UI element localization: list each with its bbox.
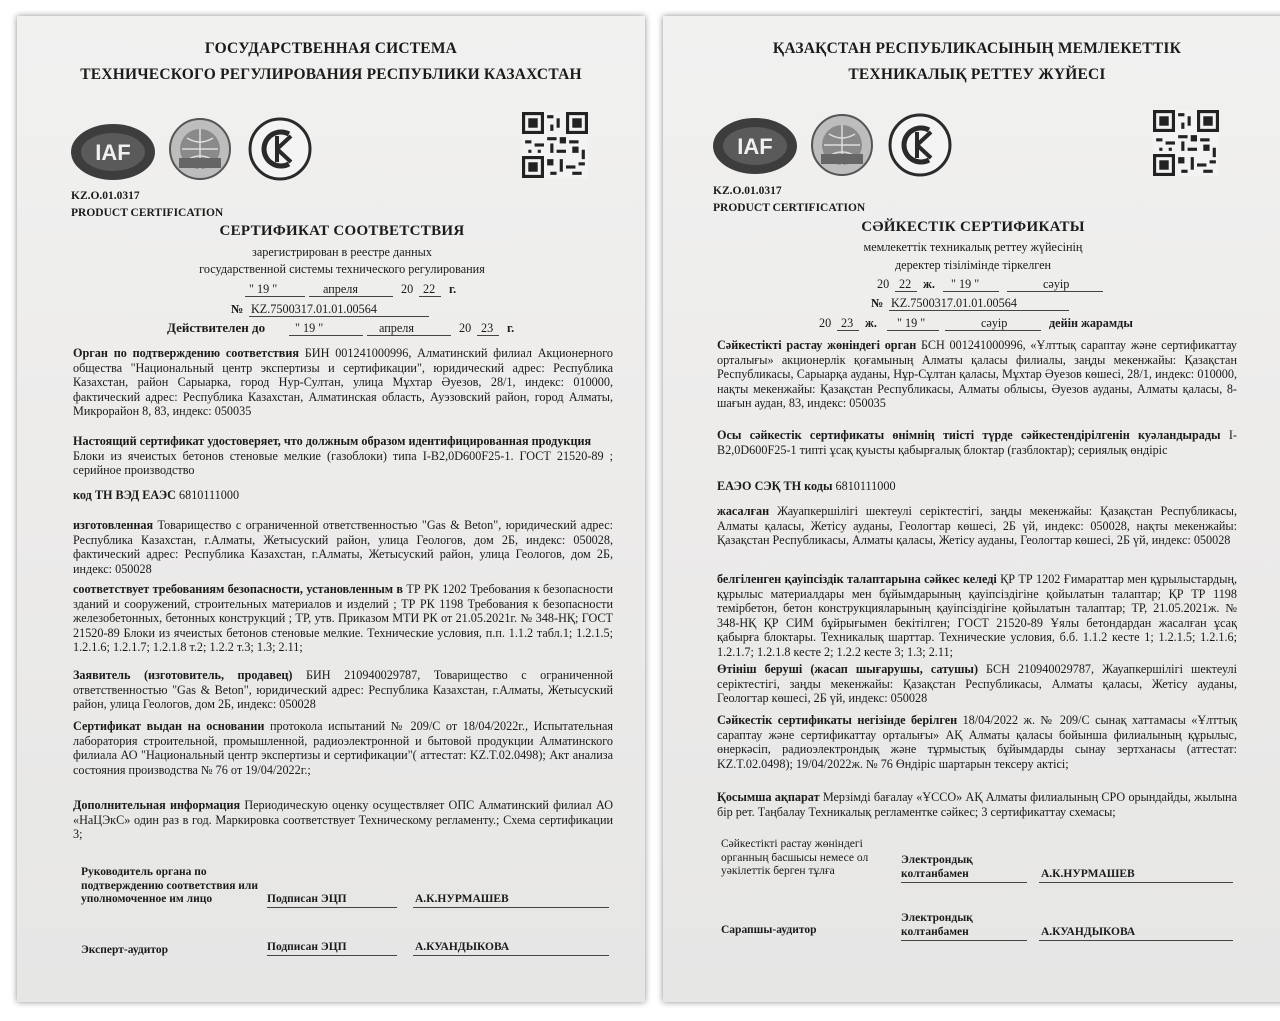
product-label: Настоящий сертификат удостоверяет, что должным образом идентифицированная продукция [73, 434, 592, 448]
requirements-label: белгіленген қауіпсіздік талаптарына сәйкес келеді [717, 572, 997, 586]
reg-day: " 19 " [249, 282, 278, 296]
valid-until-label: дейін жарамды [1049, 316, 1133, 330]
valid-until-label: Действителен до [167, 320, 266, 335]
header-line-2: ТЕХНИЧЕСКОГО РЕГУЛИРОВАНИЯ РЕСПУБЛИКИ КАЗАХСТАН [80, 66, 582, 83]
iaf-logo [69, 122, 157, 182]
tnved-code-section [717, 479, 896, 494]
basis-text: 18/04/2022 ж. № 209/С сынақ хаттамасы «Ұлттық сараптау және сертификаттау орталығы» АҚ Алматы қаласы бойынша филиалының құрылыс, өнеркәсіп, радиоэлектрондық және тұрмыстық бұйымдарды сынау зертханасы (аттестат: KZ.T.02.0498); 19/04/2022ж. № 76 Өндіріс шартарын тексеру актісі; [717, 713, 1237, 771]
head-name: А.К.НУРМАШЕВ [1041, 868, 1135, 880]
additional-info-label: Қосымша ақпарат [717, 790, 820, 804]
manufacturer-label: изготовленная [73, 518, 154, 532]
doc-code: KZ.O.01.0317 [71, 190, 140, 202]
manufacturer-section [73, 518, 613, 576]
globe-emblem-icon [809, 112, 875, 178]
number-sign: № [871, 296, 884, 310]
head-name: А.К.НУРМАШЕВ [415, 893, 509, 905]
iaf-logo-text: IAF [95, 140, 131, 165]
requirements-text: ҚР ТР 1202 Ғимараттар мен құрылыстардың, құрылыс материалдары мен бұйымдарының қауіпсіздігіне қойылатын талаптар; ҚР ТР 1198 темірбетон, бетон конструкцияларының қауіпсіздігіне қойылатын талаптар; ТР, 21.05.2021ж. № 348-НҚ ҚР СИМ бұйрығымен бекітілген; ГОСТ 21520-89 Ұялы бетондардан жасалған ұсақ қабырға блоктары. Техникалық шарттар. Технические условия, б.б. 1.1.2 кесте 1; 1.2.1.5; 1.2.1.6; 1.2.1.7; 1.2.1.8 кесте 2; 1.2.2 кесте 3; 1.3; 2.11; [717, 572, 1238, 659]
certification-body-label: Сәйкестікті растау жөніндегі орган [717, 338, 917, 352]
applicant-text: БСН 210940029787, Жауапкершілігі шектеулі серіктестігі, заңды мекенжайы: Қазақстан Республикасы, Алматы қаласы, Жетісу ауданы, Геологтар көшесі, 2Б үй, индекс: 050028 [717, 662, 1237, 705]
reg-year-prefix: 20 [877, 277, 890, 291]
tnved-value: 6810111000 [179, 488, 240, 502]
tnved-code-section [73, 488, 239, 503]
valid-year-suffix: 23 [481, 321, 494, 335]
certification-body-label: Орган по подтверждению соответствия [73, 346, 299, 360]
registry-line-2: государственной системы технического регулирования [199, 262, 485, 276]
product-section [717, 428, 1237, 457]
expert-signature-method: Подписан ЭЦП [267, 941, 347, 953]
expert-signature-method: Электрондық колтанбамен [901, 912, 973, 938]
expert-name: А.КУАНДЫКОВА [415, 941, 510, 953]
registry-line-2: деректер тізілімінде тіркелген [894, 258, 1052, 272]
globe-emblem-icon [167, 116, 233, 182]
valid-year-prefix: 20 [459, 321, 472, 335]
certificate-title: СЕРТИФИКАТ СООТВЕТСТВИЯ [219, 223, 465, 239]
header-line-1: ГОСУДАРСТВЕННАЯ СИСТЕМА [204, 40, 458, 57]
product-label: Осы сәйкестік сертификаты өнімнің тиісті түрде сәйкестендірілгенін куәландырады [717, 428, 1221, 442]
product-certification-label: PRODUCT CERTIFICATION [71, 207, 224, 219]
basis-section [717, 713, 1237, 771]
product-text: Блоки из ячеистых бетонов стеновые мелкие (газоблоки) типа I-B2,0D600F25-1. ГОСТ 21520-89 ; серийное производство [73, 448, 613, 477]
additional-info-section [73, 798, 613, 842]
qr-code-icon [522, 112, 588, 178]
header-line-1: ҚАЗАҚСТАН РЕСПУБЛИКАСЫНЫҢ МЕМЛЕКЕТТІК [772, 40, 1182, 57]
requirements-section [73, 582, 613, 655]
kz-conformity-mark-icon [247, 116, 313, 182]
expert-name: А.КУАНДЫКОВА [1041, 926, 1136, 938]
valid-month: сәуір [981, 316, 1008, 330]
certification-body-section [73, 346, 613, 419]
applicant-label: Заявитель (изготовитель, продавец) [73, 668, 293, 682]
additional-info-label: Дополнительная информация [73, 798, 241, 812]
reg-year-prefix: 20 [401, 282, 414, 296]
tnved-label: код ТН ВЭД ЕАЭС [73, 488, 176, 502]
product-text: I-B2,0D600F25-1 типті ұсақ қуысты қабырғалық блоктар (газблоктар); сериялық өндіріс [717, 428, 1237, 457]
certification-body-text: БСН 001241000996, «Ұлттық сараптау және сертификаттау орталығы» акционерлік қоғамының Алматы қаласы филиалы, заңды мекенжайы: Қазақстан Республикасы, Сарыарқа ауданы, Нұр-Сұлтан қаласы, Мұхтар Әуезов көшесі, 28/1, индекс: 010000, нақты мекенжайы: Қазақстан Республикасы, Алматы облысы, Әуезов ауданы, Алматы қаласы, 8-шағын аудан, 83, индекс: 050035 [717, 338, 1237, 410]
applicant-section [717, 662, 1237, 706]
valid-day: " 19 " [295, 321, 324, 335]
qr-code-icon [1153, 110, 1219, 176]
reg-year-abbr: ж. [923, 277, 935, 291]
iaf-logo [711, 116, 799, 176]
registry-line-1: зарегистрирован в реестре данных [252, 245, 432, 259]
expert-auditor-label: Сарапшы-аудитор [721, 924, 817, 936]
requirements-section [717, 572, 1237, 659]
number-sign: № [231, 302, 244, 316]
applicant-text: БИН 210940029787, Товарищество с ограниченной ответственностью "Gas & Beton", юридический адрес: Республика Казахстан, г.Алматы, Жетысуский район, улица Геологов, дом 2Б, индекс: 050028 [73, 668, 613, 711]
manufacturer-text: Товарищество с ограниченной ответственностью "Gas & Beton", юридический адрес: Республика Казахстан, г.Алматы, Жетысуский район, улица Геологов, дом 2Б, индекс: 050028, фактический адрес: Республика Казахстан, г.Алматы, Жетысуский район, улица Геологов, дом 2Б, индекс: 050028 [73, 518, 614, 576]
valid-day: " 19 " [897, 316, 926, 330]
valid-month: апреля [379, 321, 414, 335]
additional-info-text: Периодическую оценку осуществляет ОПС Алматинский филиал АО «НаЦЭкС» один раз в год. Маркировка соответствует Техническому регламенту.; Схема сертификации 3; [73, 798, 613, 841]
applicant-section [73, 668, 613, 712]
basis-text: протокола испытаний № 209/С от 18/04/2022г., Испытательная лаборатория строительной, промышленной, радиоэлектронной и бытовой продукции Алматинского филиала АО "Национальный центр экспертизы и сертификации"( аттестат: KZ.T.02.0498); Акт анализа состояния производства № 76 от 19/04/2022г.; [73, 719, 614, 777]
reg-year-suffix: 22 [423, 282, 436, 296]
valid-year-suffix: 23 [841, 316, 854, 330]
manufacturer-text: Жауапкершілігі шектеулі серіктестігі, заңды мекенжайы: Қазақстан Республикасы, Алматы қаласы, Жетісу ауданы, Геологтар көшесі, 2Б үй, индекс: 050028, нақты мекенжайы: Қазақстан Республикасы, Алматы қаласы, Жетісу ауданы, Геологтар көшесі, 2Б үй, индекс: 050028 [717, 504, 1237, 547]
manufacturer-label: жасалған [717, 504, 770, 518]
certification-body-section [717, 338, 1237, 411]
basis-label: Сәйкестік сертификаты негізінде берілген [717, 713, 958, 727]
kz-conformity-mark-icon [887, 112, 953, 178]
doc-code: KZ.O.01.0317 [713, 185, 782, 197]
valid-year-abbr: ж. [865, 316, 877, 330]
iaf-logo-text: IAF [737, 134, 773, 159]
registration-number: KZ.7500317.01.01.00564 [251, 302, 377, 316]
certificate-kazakh [663, 16, 1280, 1002]
head-signature-method: Электрондық колтанбамен [901, 854, 973, 880]
expert-auditor-label: Эксперт-аудитор [81, 944, 168, 956]
basis-label: Сертификат выдан на основании [73, 719, 265, 733]
reg-month: сәуір [1043, 277, 1070, 291]
reg-year-suffix: 22 [899, 277, 912, 291]
certificate-title: СӘЙКЕСТІК СЕРТИФИКАТЫ [861, 219, 1085, 235]
tnved-label: ЕАЭО СЭҚ ТН коды [717, 479, 833, 493]
registry-line-1: мемлекеттік техникалық реттеу жүйесінің [863, 240, 1083, 254]
reg-year-abbr: г. [449, 282, 457, 296]
certificate-russian [17, 16, 645, 1002]
additional-info-section [717, 790, 1237, 819]
head-of-body-label: Сәйкестікті растау жөніндегі органның басшысы немесе ол уәкілеттік берген тұлға [721, 838, 869, 877]
reg-day: " 19 " [951, 277, 980, 291]
applicant-label: Өтініш беруші (жасап шығарушы, сатушы) [717, 662, 978, 676]
valid-year-prefix: 20 [819, 316, 832, 330]
valid-year-abbr: г. [507, 321, 515, 335]
requirements-text: ТР РК 1202 Требования к безопасности зданий и сооружений, строительных материалов и изделий ; ТР РК 1198 Требования к безопасности железобетонных, бетонных конструкций ; ТР, утв. Приказом МТИ РК от 21.05.2021г. № 348-НҚ; ГОСТ 21520-89 Блоки из ячеистых бетонов стеновые мелкие. Технические условия, п.п. 1.1.2 табл.1; 1.2.1.5; 1.2.1.6; 1.2.1.7; 1.2.1.8 т.2; 1.2.2 т.3; 1.3; 2.11; [73, 582, 614, 654]
registration-number: KZ.7500317.01.01.00564 [891, 296, 1017, 310]
head-of-body-label: Руководитель органа по подтверждению соответствия или уполномоченное им лицо [81, 866, 258, 905]
reg-month: апреля [323, 282, 358, 296]
tnved-value: 6810111000 [835, 479, 896, 493]
product-section [73, 434, 613, 478]
head-signature-method: Подписан ЭЦП [267, 893, 347, 905]
basis-section [73, 719, 613, 777]
header-line-2: ТЕХНИКАЛЫҚ РЕТТЕУ ЖҮЙЕСІ [848, 66, 1106, 83]
requirements-label: соответствует требованиям безопасности, установленным в [73, 582, 403, 596]
additional-info-text: Мерзімді бағалау «ҰССО» АҚ Алматы филиалының СРО орындайды, жылына бір рет. Таңбалау Техникалық регламентке сәйкес; 3 сертификаттау схемасы; [717, 790, 1237, 819]
manufacturer-section [717, 504, 1237, 548]
certification-body-text: БИН 001241000996, Алматинский филиал Акционерного общества "Национальный центр экспертизы и сертификации", юридический адрес: Республика Казахстан, район Сарыарка, город Нур-Султан, улица Мұхтар Әуезов, 28/1, индекс: 010000, фактический адрес: Республика Казахстан, Алматинская область, Ауэзовский район, город Алматы, Микрорайон 8, 83, индекс: 050035 [73, 346, 613, 418]
product-certification-label: PRODUCT CERTIFICATION [713, 202, 866, 214]
